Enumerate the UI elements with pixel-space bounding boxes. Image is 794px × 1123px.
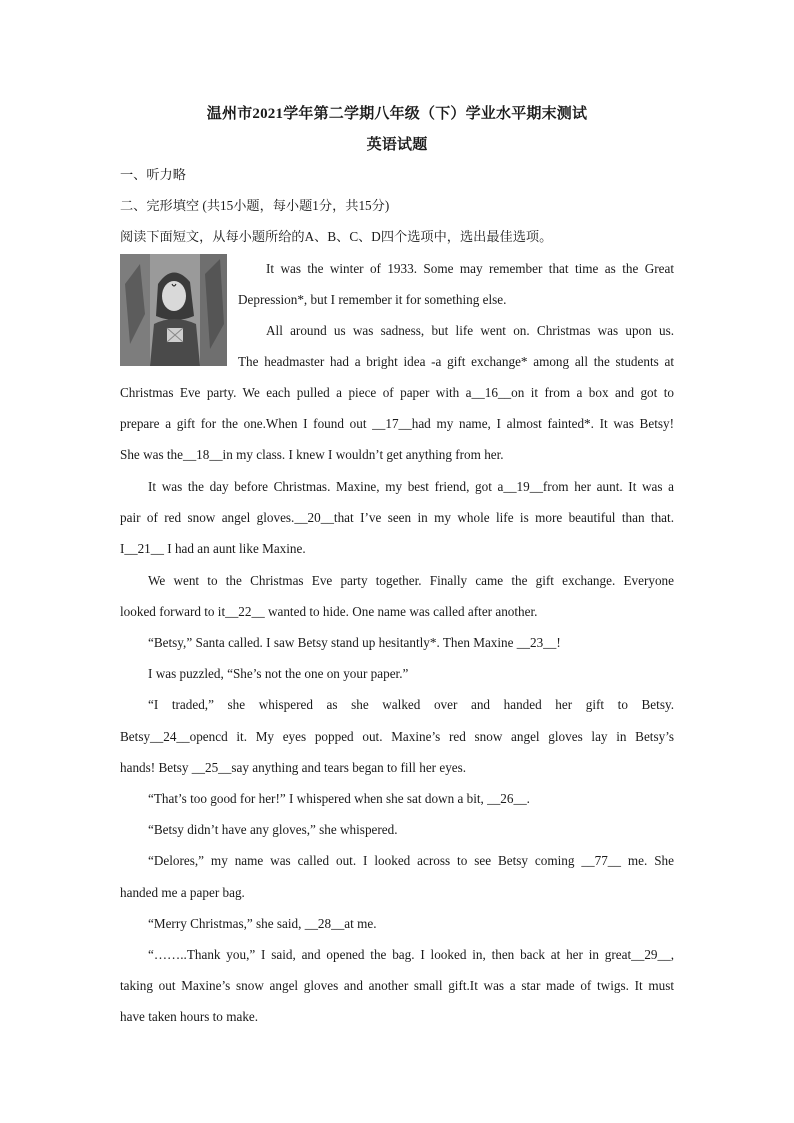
passage-line-16: Betsy__24__opencd it. My eyes popped out. Maxine’s red snow angel gloves lay in Betsy’s xyxy=(120,729,674,744)
section-instruction: 阅读下面短文，从每小题所给的A、B、C、D四个选项中，选出最佳选项。 xyxy=(120,229,553,244)
passage-line-5: Christmas Eve party. We each pulled a piece of paper with a__16__on it from a box and got to xyxy=(120,385,674,400)
passage-line-13: “Betsy,” Santa called. I saw Betsy stand up hesitantly*. Then Maxine __23__! xyxy=(148,635,561,650)
passage-line-24: taking out Maxine’s snow angel gloves and another small gift.It was a star made of twigs. It must xyxy=(120,978,674,993)
passage-line-8: It was the day before Christmas. Maxine, my best friend, got a__19__from her aunt. It was a xyxy=(148,479,674,494)
passage-line-17: hands! Betsy __25__say anything and tears began to fill her eyes. xyxy=(120,760,467,775)
passage-line-25: have taken hours to make. xyxy=(120,1009,259,1024)
exam-title: 温州市2021学年第二学期八年级（下）学业水平期末测试 xyxy=(206,106,588,122)
passage-line-12: looked forward to it__22__ wanted to hide. One name was called after another. xyxy=(120,604,538,619)
passage-line-6: prepare a gift for the one.When I found out __17__had my name, I almost fainted*. It was Betsy! xyxy=(120,416,674,431)
exam-subtitle: 英语试题 xyxy=(366,137,428,153)
passage-line-18: “That’s too good for her!” I whispered when she sat down a bit, __26__. xyxy=(148,791,530,806)
passage-line-7: She was the__18__in my class. I knew I wouldn’t get anything from her. xyxy=(120,447,504,462)
passage-line-21: handed me a paper bag. xyxy=(120,885,245,900)
passage-line-1: It was the winter of 1933. Some may remember that time as the Great xyxy=(266,261,674,276)
passage-line-3: All around us was sadness, but life went on. Christmas was upon us. xyxy=(266,323,674,338)
passage-line-10: I__21__ I had an aunt like Maxine. xyxy=(120,541,306,556)
illustration-girl-holding-gift-icon xyxy=(120,254,227,366)
passage-line-2: Depression*, but I remember it for something else. xyxy=(238,292,507,307)
passage-line-23: “……..Thank you,” I said, and opened the bag. I looked in, then back at her in great__29__, xyxy=(148,947,674,962)
passage-line-22: “Merry Christmas,” she said, __28__at me. xyxy=(148,916,377,931)
section-listening: 一、听力略 xyxy=(120,167,186,182)
passage-line-15: “I traded,” she whispered as she walked over and handed her gift to Betsy. xyxy=(148,697,674,712)
passage-line-19: “Betsy didn’t have any gloves,” she whispered. xyxy=(148,822,398,837)
passage-line-4: The headmaster had a bright idea -a gift exchange* among all the students at xyxy=(238,354,674,369)
passage-line-11: We went to the Christmas Eve party together. Finally came the gift exchange. Everyone xyxy=(148,573,674,588)
passage-line-9: pair of red snow angel gloves.__20__that I’ve seen in my whole life is more beautiful than that. xyxy=(120,510,674,525)
section-cloze-heading: 二、完形填空 (共15小题，每小题1分，共15分) xyxy=(120,198,390,213)
passage-line-20: “Delores,” my name was called out. I looked across to see Betsy coming __77__ me. She xyxy=(148,853,674,868)
passage-line-14: I was puzzled, “She’s not the one on your paper.” xyxy=(148,666,409,681)
